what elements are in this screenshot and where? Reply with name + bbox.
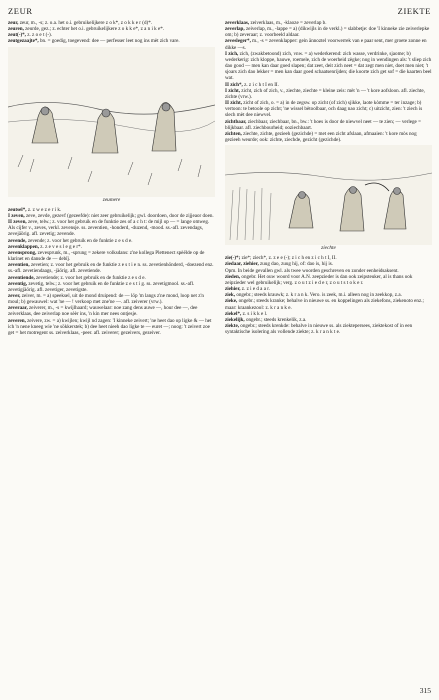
entry-headword: zeuren, bbox=[8, 26, 24, 33]
entry-body: zeiverklaas, m., -klaoze = zeverlap b. bbox=[250, 20, 327, 26]
entry-body: zicht of zich, o. = a) in de zegsw. op zicht (of zich) sjikke, laote kòmme = ter inzage; b) vertoon: te betoole op zicht; 'ne wissel bètoolbaar, och daag nao zicht; c) uitzicht, zien: 't ziech is slech mèt dee niewvel. bbox=[225, 100, 423, 119]
left-column bbox=[8, 20, 215, 336]
entry-headword: zeverklaas, bbox=[225, 20, 250, 26]
left-illustration-caption: zeumere bbox=[102, 196, 121, 203]
dictionary-entry bbox=[8, 318, 215, 336]
entry-headword: zeutsel*, bbox=[8, 206, 27, 213]
entry-body: zuug dao, zuug hij, of: dao is, hij is. bbox=[260, 261, 334, 268]
entry-headword: zeur, bbox=[8, 20, 19, 26]
right-illustration-caption: ziechte bbox=[321, 245, 336, 252]
left-entries-top bbox=[8, 20, 215, 45]
entry-body: Opm. In beide gevallen gwl. als twee woorden geschreven en zonder eenheidsaksent. bbox=[225, 267, 399, 274]
women-weeding-illustration bbox=[8, 47, 215, 197]
right-column bbox=[225, 20, 432, 335]
entry-body: bn. = goedig, toegevend: dee — perfesser leet nog ins mèt zich vare. bbox=[39, 38, 180, 45]
left-entries-bottom bbox=[8, 207, 215, 336]
entry-body: zevetiende; z. voor het gebruik en de funktie z e s d e. bbox=[36, 274, 146, 281]
entry-headword: ziek, bbox=[225, 292, 236, 299]
entry-body: zevesprunk, m., -sprung = zekere volksdans: z'ne kollega Plettenect spèëlde op de klarinet en dansde de — debîj. bbox=[8, 249, 205, 263]
entry-headword: zeventiende, bbox=[8, 274, 35, 281]
header-right-word: ZIEKTE bbox=[397, 6, 431, 16]
entry-headword: II zicht, bbox=[225, 100, 242, 107]
entry-body: m., -s = zevenklapper: gein ännoztel voorwerrek van e paar sent, mer groete zonne en dikke —s. bbox=[225, 38, 427, 51]
dictionary-entry bbox=[225, 323, 432, 335]
entry-headword: zeveraar, bbox=[8, 305, 28, 312]
entry-headword: ziekte, bbox=[225, 323, 240, 329]
dictionary-entry bbox=[8, 250, 215, 262]
dictionary-entry bbox=[8, 305, 215, 317]
entry-body: ongebr.; steeds krenkde: behalve in nieuwe ss. als ziektepersees, ziektekost of in een syntaktische isolering als vollende ziekte; z. k r a n k t e. bbox=[225, 323, 413, 336]
entry-body: zeivere, zw. = a) kwijlen; kwijl nd zagen: 'I kinneke zeivert; 'ne heet dao op ligke & — het ich 'n nene kneeg wie 'ne sökkerstek; b) dee heet nieeh dao ligke te — euret —; noog: 't zeivert zoe get = het motregent ss. zeiverklaas, -peer. afl. zeiverer; gezeivers, gezeiver. bbox=[8, 317, 212, 336]
entry-headword: zevenklappen, bbox=[8, 243, 39, 250]
entry-body: zeur, m., -s; z. o.a. het o.i. gebruikelijkere z o k*, z o k k e r (d)*. bbox=[19, 20, 153, 26]
entry-body: zeurde, gez.; z. echter het o.i. gebruikelijkere z o k k e*, z a n i k e*. bbox=[25, 26, 165, 33]
entry-headword: zevesleger*, bbox=[225, 38, 251, 45]
entry-headword: zevende, bbox=[8, 237, 27, 244]
entry-headword: ziehier, bbox=[225, 286, 241, 293]
entry-body: z. z i c h t I en II. bbox=[244, 81, 279, 88]
entry-headword: zeveren, bbox=[8, 317, 26, 324]
right-entries-bottom bbox=[225, 255, 432, 335]
entry-headword: ziedaar, ziehier, bbox=[225, 261, 259, 268]
dictionary-entry bbox=[225, 88, 432, 100]
entry-body: z. s i k k e l. bbox=[242, 310, 268, 317]
entry-headword: zeventig, bbox=[8, 280, 28, 287]
entry-body: z. z o e t (-). bbox=[27, 32, 52, 39]
dictionary-entry bbox=[8, 219, 215, 237]
entry-headword: zever, bbox=[8, 292, 21, 299]
entry-headword: zichten, bbox=[225, 130, 242, 137]
dictionary-entry bbox=[225, 131, 432, 143]
entry-body: ongebr. Het ouw woord voor A.N. zeepzieder is dan ook zeipsteuker, al is thans ook zeipzieder wel gebruikelijk; verg. z o u t z i e d e r, z o u t s t o k e r. bbox=[225, 273, 413, 286]
entry-headword: zieden, bbox=[225, 273, 241, 280]
dictionary-entry bbox=[225, 38, 432, 50]
entry-body: zeiverlap, m., -lappe = a) (dikwijls in de verkl.) = slabbetje: doe 'I kinneke zie zeiverlepke om; b) zeveraar; z. voorbeeld aldaar. bbox=[225, 26, 430, 39]
entry-body: ongebr.; steeds krauwk; z. k r a n k. Vero. is zeek, m.i. alleen nog in zeekkop, z.a. bbox=[236, 292, 402, 299]
entry-body: ziechte, zichte, gezieeh (gezichde) = met een zicht afslaan, afmaaien: 't kore mòs nog gezieeh weurde; ook: zichte, ziechde, gezicht (gezichde). bbox=[225, 130, 417, 143]
entry-body: zevetig, telw.; z. voor het gebruik en de funktie z e s t i g. ss. zevetigmool. ss.-afl. zevetigjäörig. afl. zevetiger, zevetigste. bbox=[8, 280, 195, 293]
entry-body: z. z e v e s l e g e r*. bbox=[40, 243, 82, 250]
entry-body: zeve, zevde, gezevf (gezeefde): niet zeer gebruikelijk; gwl. doordoen, door de zijjeaor doen. bbox=[25, 212, 214, 219]
entry-headword: zeutgezaajte*, bbox=[8, 38, 39, 45]
entry-body: zeiverer, m., -s = kwijlhaard; wauwelaar: noe zang dens auwe —, hour dee —, dee zeiverklaas, dee zeiverlap noe sèèr ins, 'n kin mer nees ontjesje. bbox=[8, 305, 198, 318]
dictionary-entry bbox=[8, 262, 215, 274]
dictionary-entry bbox=[8, 293, 215, 305]
entry-body: ziechbaar, ziechbaar, bn., bw.: 't hoes is door de niewvel neet — te zien; — verlege = blijkbaar. afl. ziechbourheid; ooziechbaart. bbox=[225, 118, 421, 131]
dictionary-entry bbox=[225, 51, 432, 82]
entry-headword: ziekel*, bbox=[225, 310, 242, 317]
entry-headword: zevensprong, bbox=[8, 249, 37, 256]
entry-body: z. z i e d a a r. bbox=[241, 286, 270, 293]
entry-headword: ziekelijk, bbox=[225, 316, 245, 323]
dictionary-entry bbox=[8, 281, 215, 293]
entry-headword: I zich, bbox=[225, 50, 239, 57]
dictionary-entry bbox=[225, 100, 432, 118]
entry-headword: II zeven, bbox=[8, 219, 27, 226]
entry-headword: zeut(-)*, bbox=[8, 32, 26, 39]
entry-body: zie*; ziech*, z. z e e (-); z i c h en z i c h t I, II. bbox=[241, 255, 337, 262]
entry-headword: II zich*, bbox=[225, 81, 243, 88]
dictionary-entry bbox=[225, 119, 432, 131]
entry-body: zeve, telw.; z. voor het gebruik en de funktie zes of a c h t: de mijl op — = lange omweg. Als cijfer v., zeves, verkl. zevensje. ss. zeventien, -honderd, -duzend, -mood. ss.-afl. zevendags, zevejäörig. afl. zevetig; zevende. bbox=[8, 219, 210, 238]
entry-body: z. z w e z e r i k. bbox=[27, 206, 62, 213]
entry-headword: zie(-)*; bbox=[225, 255, 241, 262]
entry-body: ongebr.; steeds kranke; behalve in nieuwe ss. en koppelingen als ziekefons, ziekenoto enz.; maar: kraankezool: z. k r a n k e. bbox=[225, 298, 424, 311]
entry-headword: zichtbaar, bbox=[225, 118, 247, 125]
entry-body: zevetien; z. voor het gebruik en de funktie z e s t i e n. ss. zevetienhönderd, -doezend enz. ss.-afl. zevetiendaags, -jäörig. afl. zevetiende. bbox=[8, 262, 214, 275]
entry-headword: I zicht, bbox=[225, 87, 240, 94]
header-left-word: ZEUR bbox=[8, 6, 33, 16]
right-entries-top bbox=[225, 20, 432, 143]
dictionary-entry bbox=[225, 26, 432, 38]
entry-headword: zieke, bbox=[225, 298, 238, 305]
entry-body: zich, (zwakbetoond) zich, vnw. = a) wederkerend: zich wasse, verdrinke, sjaome; b) wederkerig: zich kloppe, hauwe, roemele, zich de woerheid zègke; nog in wendingen als: 't sliep zich dao good — men kan daar goed slapen; dat zeet, deit zich neet = dat zegt men niet, doet men niet; 't sjoars zich dao lekker = men kan daar goed schaatsenrijden; die koorte zich get sof = die kaarten beel wat. bbox=[225, 50, 432, 82]
entry-body: zeiver, m. = a) speeksel, uit de mond druipend: de — löp 'm langs z'ne mond, loop net z'n moul; b) gewauwel: wat 'ne — ! verkoop met zne'ne —. afl. zeiverer (vrw.). bbox=[8, 292, 204, 306]
dictionary-entry bbox=[225, 274, 432, 286]
entry-headword: zeverlap, bbox=[225, 26, 245, 33]
entry-headword: I zeven, bbox=[8, 212, 25, 219]
dictionary-entry bbox=[8, 38, 215, 44]
entry-headword: zeventien, bbox=[8, 262, 30, 269]
page-number: 315 bbox=[419, 686, 431, 695]
entry-body: ongebr.; steeds krenkelik, z.a. bbox=[245, 316, 307, 323]
harvest-illustration bbox=[225, 145, 432, 245]
dictionary-entry bbox=[225, 298, 432, 310]
entry-body: zevende; z. voor het gebruik en de funktie z e s d e. bbox=[27, 237, 133, 244]
entry-body: zicht, zich of zich, v., ziechte, ziechte = kleine zeis: mèt 'n — 't kore aofsloon. afl. ziechte, zichte (vrw.). bbox=[225, 87, 425, 100]
running-header bbox=[8, 6, 431, 18]
